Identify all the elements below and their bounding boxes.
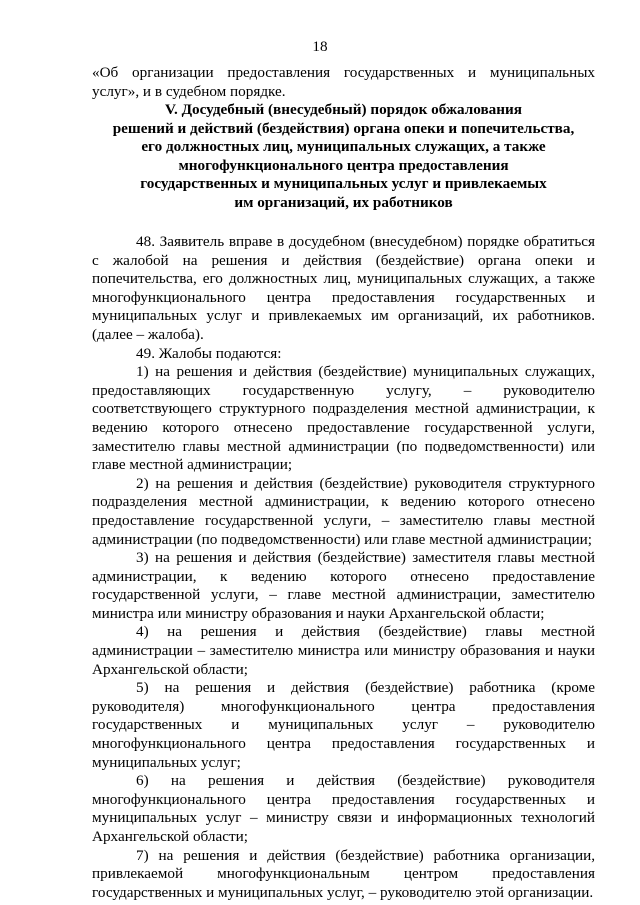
heading-line: им организаций, их работников bbox=[234, 193, 453, 211]
list-item-5: 5) на решения и действия (бездействие) работника (кроме руководителя) многофункционального центра предоставления государственных и муниципальных услуг – руководителю многофункционального центра предоставления государственных и муниципальных услуг; bbox=[92, 679, 595, 771]
section-heading bbox=[92, 101, 595, 213]
heading-line: его должностных лиц, муниципальных служащих, а также bbox=[141, 138, 546, 156]
heading-line: V. Досудебный (внесудебный) порядок обжалования bbox=[165, 101, 522, 118]
list-item-1: 1) на решения и действия (бездействие) муниципальных служащих, предоставляющих государственную услугу, – руководителю соответствующего структурного подразделения местной администрации, к ведению которого отнесено предоставление государственной услуги, заместителю главы местной администрации (по подведомственности) или главе местной администрации; bbox=[92, 363, 595, 474]
intro-paragraph: «Об организации предоставления государственных и муниципальных услуг», и в судебном порядке. bbox=[92, 64, 595, 100]
document-body bbox=[92, 233, 595, 902]
paragraph-48: 48. Заявитель вправе в досудебном (внесудебном) порядке обратиться с жалобой на решения и действия (бездействие) органа опеки и попечительства, его должностных лиц, муниципальных служащих, а также многофункционального центра предоставления государственных и муниципальных услуг и привлекаемых им организаций, их работников. (далее – жалоба). bbox=[92, 233, 595, 343]
list-item-7: 7) на решения и действия (бездействие) работника организации, привлекаемой многофункциональным центром предоставления государственных и муниципальных услуг, – руководителю этой организации. bbox=[92, 846, 595, 901]
list-item-3: 3) на решения и действия (бездействие) заместителя главы местной администрации, к ведению которого отнесено предоставление государственной услуги, – главе местной администрации, заместителю министра или министру образования и науки Архангельской области; bbox=[92, 549, 595, 622]
list-item-2: 2) на решения и действия (бездействие) руководителя структурного подразделения местной администрации, к ведению которого отнесено предоставление государственной услуги, – заместителю главы местной администрации (по подведомственности) или главе местной администрации; bbox=[92, 474, 595, 548]
list-item-6: 6) на решения и действия (бездействие) руководителя многофункционального центра предоставления государственных и муниципальных услуг – министру связи и информационных технологий Архангельской области; bbox=[92, 772, 595, 845]
heading-line: решений и действий (бездействия) органа опеки и попечительства, bbox=[112, 119, 575, 137]
heading-line: государственных и муниципальных услуг и привлекаемых bbox=[140, 175, 547, 193]
list-item-4: 4) на решения и действия (бездействие) главы местной администрации – заместителю министра или министру образования и науки Архангельской области; bbox=[92, 623, 595, 678]
intro-text bbox=[92, 64, 595, 101]
heading-line: многофункционального центра предоставления bbox=[178, 156, 509, 174]
page-number: 18 bbox=[312, 38, 328, 55]
paragraph-49: 49. Жалобы подаются: bbox=[136, 344, 282, 362]
